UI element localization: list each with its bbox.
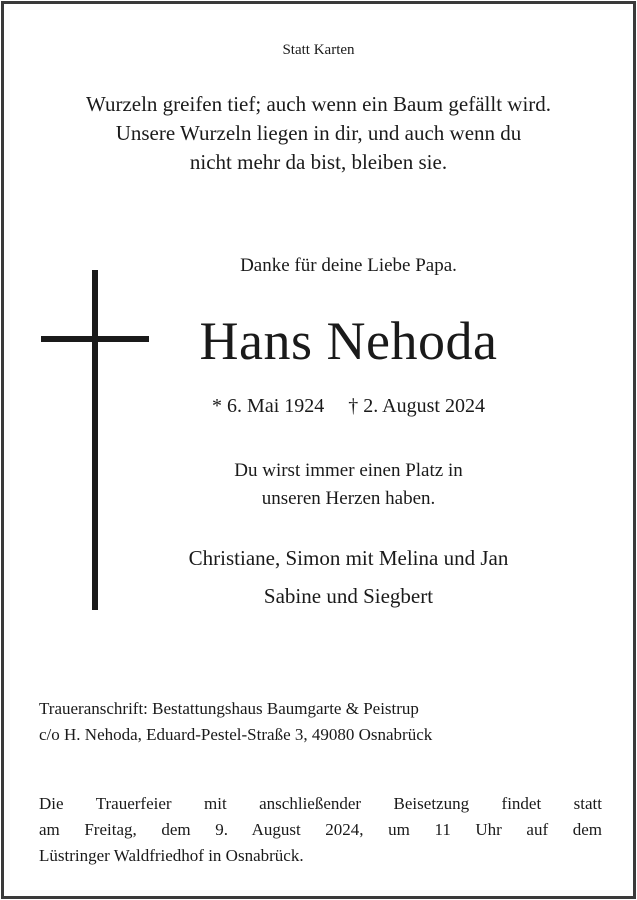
thanks-line: Danke für deine Liebe Papa. <box>240 255 457 276</box>
obituary-notice <box>1 1 636 899</box>
service-info <box>39 791 602 869</box>
family-line: Sabine und Siegbert <box>263 584 434 608</box>
quote-line: unseren Herzen haben. <box>261 488 436 509</box>
motto-line: Unsere Wurzeln liegen in dir, und auch wenn du <box>115 121 522 145</box>
service-line: am Freitag, dem 9. August 2024, um 11 Uhr auf dem <box>39 820 602 839</box>
address-line: c/o H. Nehoda, Eduard-Pestel-Straße 3, 49080 Osnabrück <box>39 725 433 744</box>
mourning-address <box>39 696 432 748</box>
birth-date: * 6. Mai 1924 <box>212 395 325 417</box>
family-names <box>64 539 633 615</box>
motto-line: Wurzeln greifen tief; auch wenn ein Baum gefällt wird. <box>85 92 552 116</box>
header-label: Statt Karten <box>282 42 355 58</box>
address-line: Traueranschrift: Bestattungshaus Baumgarte & Peistrup <box>39 699 419 718</box>
life-dates <box>64 395 633 418</box>
motto <box>4 90 633 177</box>
deceased-name: Hans Nehoda <box>199 311 498 371</box>
motto-line: nicht mehr da bist, bleiben sie. <box>189 150 448 174</box>
death-date: † 2. August 2024 <box>348 395 485 417</box>
service-line: Die Trauerfeier mit anschließender Beisetzung findet statt <box>39 794 602 813</box>
quote <box>64 457 633 513</box>
quote-line: Du wirst immer einen Platz in <box>234 460 463 481</box>
service-line: Lüstringer Waldfriedhof in Osnabrück. <box>39 846 304 865</box>
family-line: Christiane, Simon mit Melina und Jan <box>188 546 509 570</box>
